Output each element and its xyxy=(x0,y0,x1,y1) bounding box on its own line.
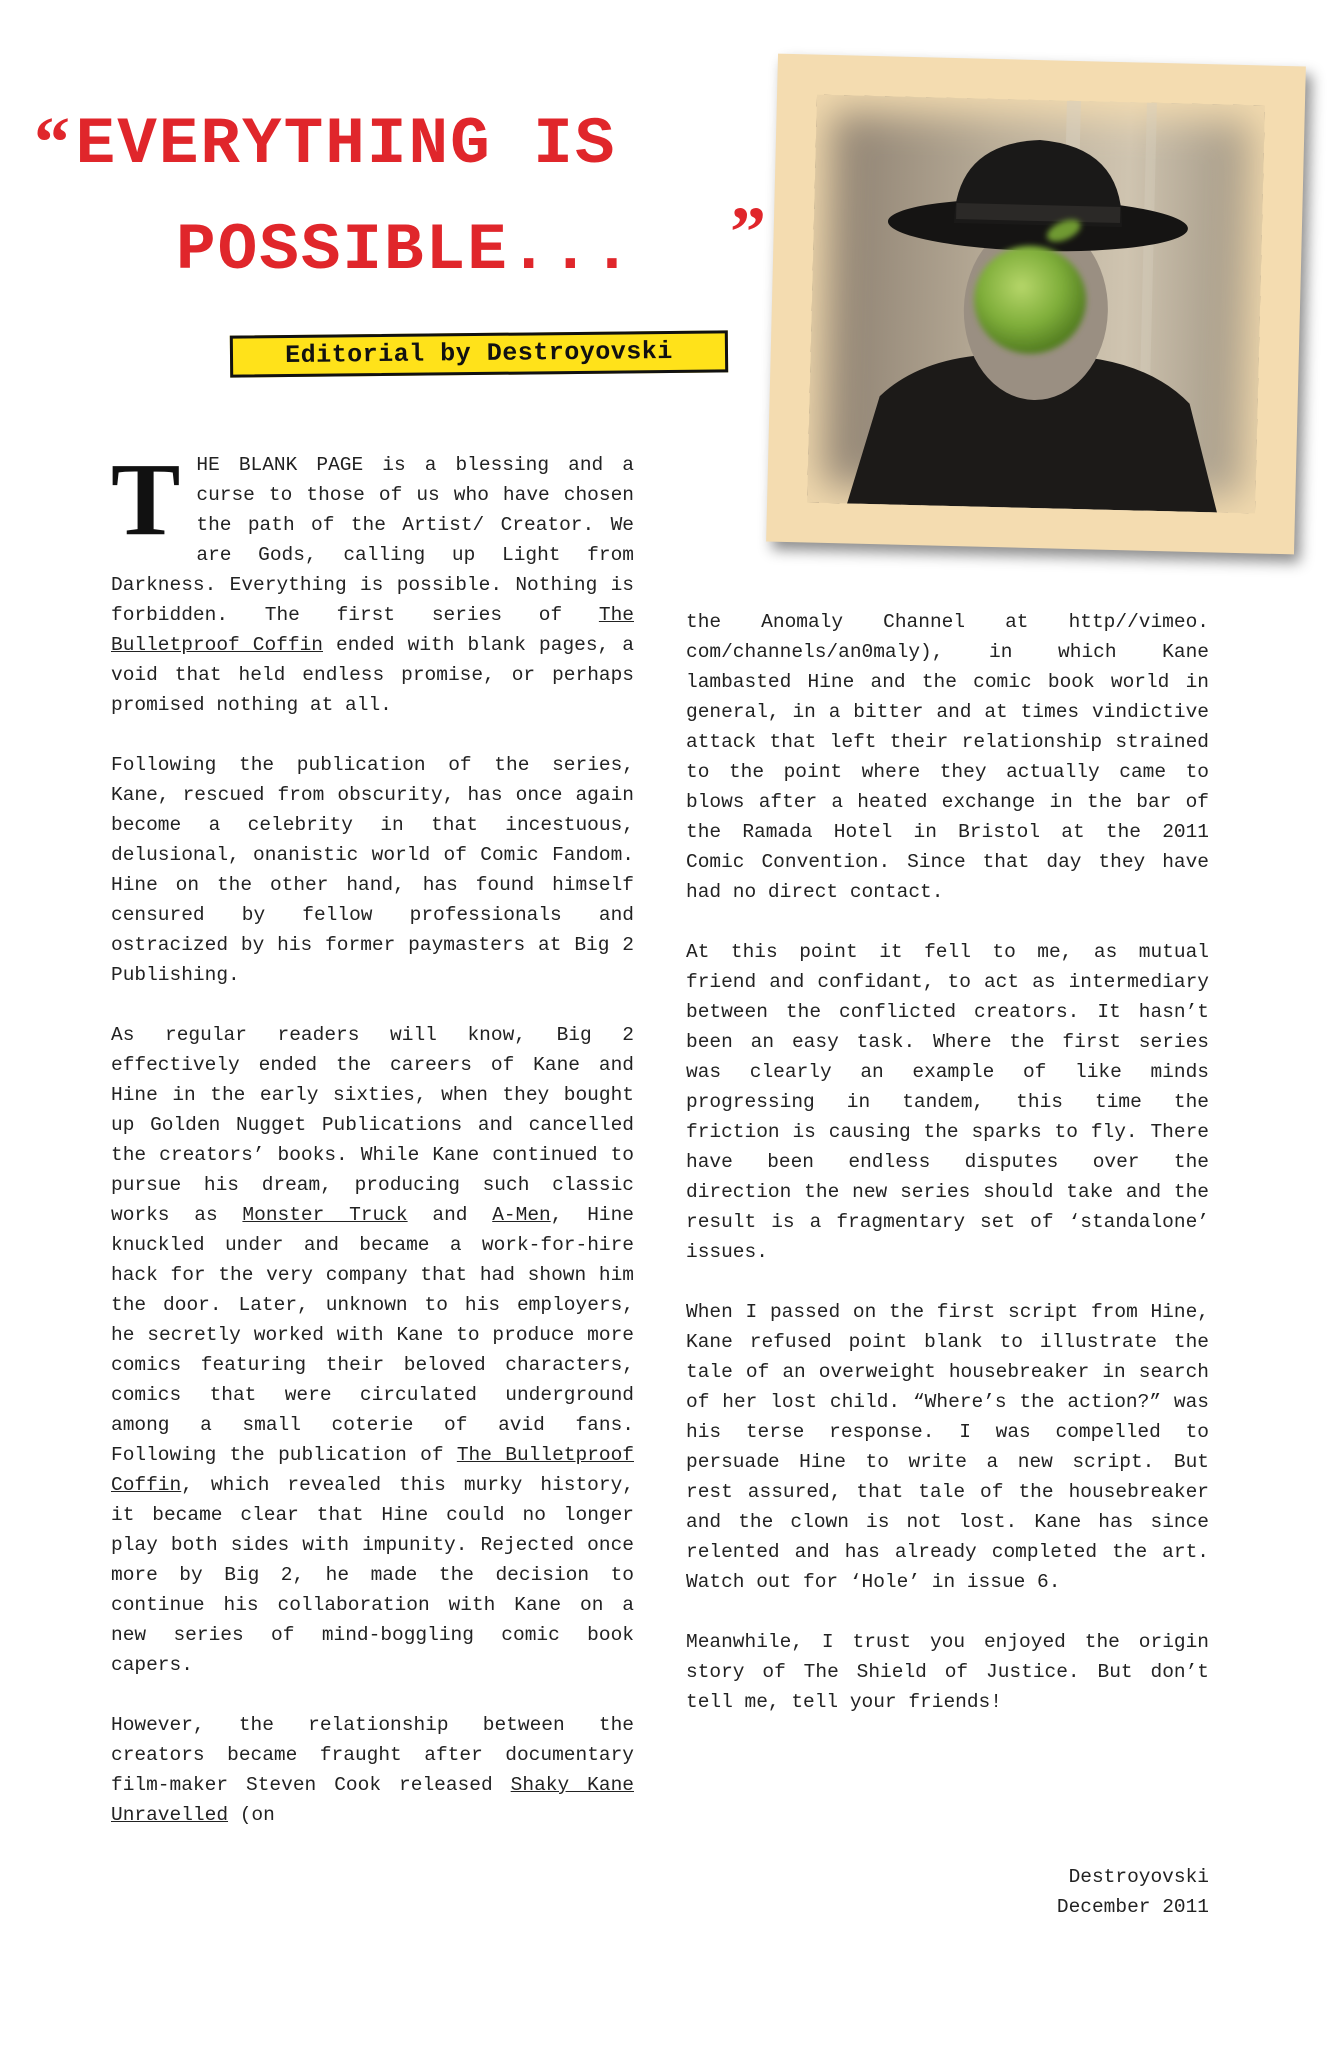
book-title: The Bulletproof Coffin xyxy=(111,604,634,656)
right-column xyxy=(686,607,1209,1747)
headline-open-quote: “ xyxy=(34,102,72,182)
headline-close-quote: ” xyxy=(730,192,768,272)
paragraph-text: and xyxy=(407,1204,493,1226)
headline-line-2: POSSIBLE... xyxy=(176,213,634,288)
photo-frame xyxy=(766,54,1306,555)
paragraph-text: HE BLANK PAGE is a blessing and a curse to those of us who have chosen the path of the Artist/ Creator. We are Gods, calling up Light from Darkness. Everything is possible. Nothing is forbidden. The first series of xyxy=(111,454,634,626)
byline-badge: Editorial by Destroyovski xyxy=(230,330,728,377)
paragraph-text: , which revealed this murky history, it became clear that Hine could no longer play both sides with impunity. Rejected once more by Big 2, he made the decision to continue his collaboration with Kane on a new series of mind-boggling comic book capers. xyxy=(111,1474,634,1676)
left-column xyxy=(111,442,635,1860)
paragraph: Meanwhile, I trust you enjoyed the origin story of The Shield of Justice. But don’t tell me, tell your friends! xyxy=(686,1631,1209,1713)
photo-illustration xyxy=(807,95,1265,514)
paragraph: When I passed on the first script from Hine, Kane refused point blank to illustrate the tale of an overweight housebreaker in search of her lost child. “Where’s the action?” was his terse response. I was compelled to persuade Hine to write a new script. But rest assured, that tale of the housebreaker and the clown is not lost. Kane has since relented and has already completed the art. Watch out for ‘Hole’ in issue 6. xyxy=(686,1301,1209,1593)
signoff-date: December 2011 xyxy=(1056,1896,1209,1918)
book-title: Monster Truck xyxy=(242,1204,408,1226)
film-title: Shaky Kane Unravelled xyxy=(111,1774,634,1826)
paragraph xyxy=(111,1710,634,1830)
paragraph: the Anomaly Channel at http//vimeo. com/channels/an0maly), in which Kane lambasted Hine and the comic book world in general, in a bitter and at times vindictive attack that left their relationship strained to the point where they actually came to blows after a heated exchange in the bar of the Ramada Hotel in Bristol at the 2011 Comic Convention. Since that day they have had no direct contact. xyxy=(686,611,1209,903)
paragraph: Following the publication of the series, Kane, rescued from obscurity, has once again become a celebrity in that incestuous, delusional, onanistic world of Comic Fandom. Hine on the other hand, has found himself censured by fellow professionals and ostracized by his former paymasters at Big 2 Publishing. xyxy=(111,754,634,986)
paragraph-text: ended with blank pages, a void that held endless promise, or perhaps promised nothing at all. xyxy=(111,634,635,716)
photo-image xyxy=(807,95,1265,514)
paragraph xyxy=(111,1020,634,1680)
paragraph-text: However, the relationship between the creators became fraught after documentary film-maker Steven Cook released xyxy=(111,1714,634,1796)
headline-line-1-text: EVERYTHING IS xyxy=(75,107,617,182)
paragraph-text: (on xyxy=(228,1804,275,1826)
headline-line-1 xyxy=(34,107,617,182)
signoff-name: Destroyovski xyxy=(1068,1866,1209,1888)
book-title: The Bulletproof Coffin xyxy=(111,1444,634,1496)
paragraph: At this point it fell to me, as mutual friend and confidant, to act as intermediary between the conflicted creators. It hasn’t been an easy task. Where the first series was clearly an example of like minds progressing in tandem, this time the friction is causing the sparks to fly. There have been endless disputes over the direction the new series should take and the result is a fragmentary set of ‘standalone’ issues. xyxy=(686,941,1209,1263)
paragraph-text: As regular readers will know, Big 2 effectively ended the careers of Kane and Hine in the early sixties, when they bought up Golden Nugget Publications and cancelled the creators’ books. While Kane continued to pursue his dream, producing such classic works as xyxy=(111,1024,634,1226)
paragraph xyxy=(111,442,635,720)
signoff xyxy=(900,1862,1209,1922)
drop-cap: T xyxy=(111,442,181,557)
book-title: A-Men xyxy=(492,1204,551,1226)
paragraph-text: , Hine knuckled under and became a work-for-hire hack for the very company that had shown him the door. Later, unknown to his employers, he secretly worked with Kane to produce more comics featuring their beloved characters, comics that were circulated underground among a small coterie of avid fans. Following the publication of xyxy=(111,1204,634,1466)
